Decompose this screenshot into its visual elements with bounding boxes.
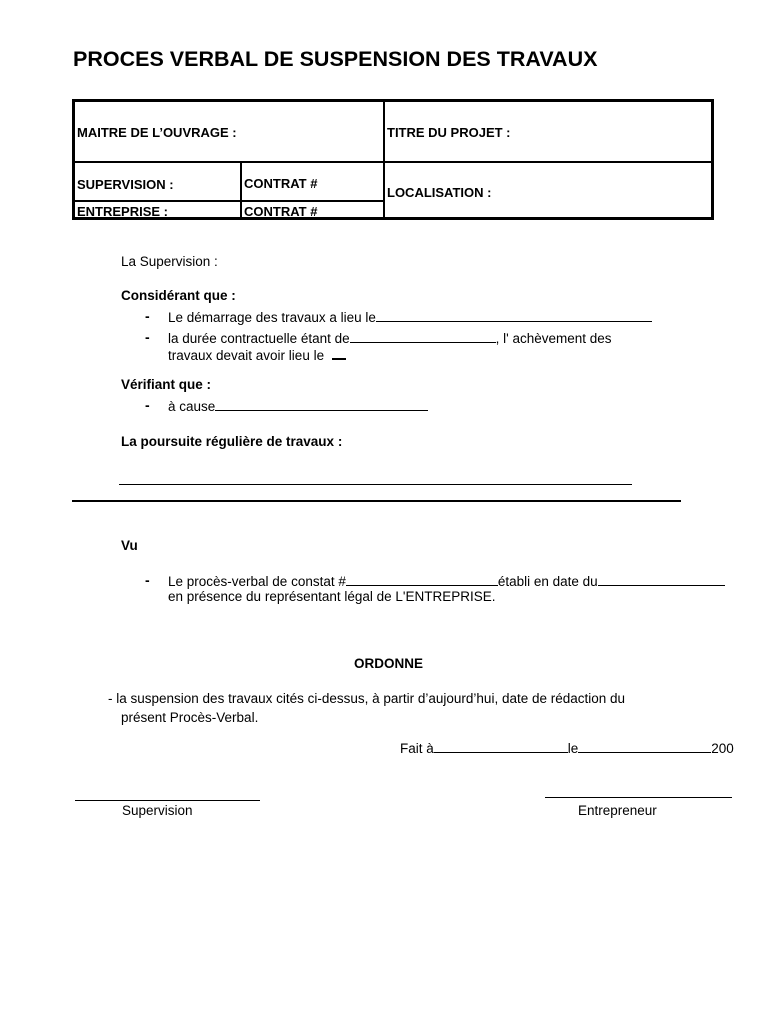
duree-blank <box>350 330 496 343</box>
titre-projet-label: TITRE DU PROJET : <box>387 125 511 140</box>
supervision-label: SUPERVISION : <box>77 177 174 192</box>
bullet-dash: - <box>145 397 150 413</box>
fait-lieu-blank <box>434 740 568 753</box>
poursuite-heading: La poursuite régulière de travaux : <box>121 434 343 449</box>
entrepreneur-signature-line <box>545 797 732 798</box>
item-cause <box>168 398 428 415</box>
item-pv-line2: en présence du représentant légal de L'ENTREPRISE. <box>168 589 496 604</box>
entreprise-label: ENTREPRISE : <box>77 204 169 219</box>
contrat-2-label: CONTRAT # <box>244 204 318 219</box>
table-row-divider <box>75 161 711 163</box>
fait-a-text: Fait à <box>400 741 434 756</box>
item-duree-suffix: , l' achèvement des <box>495 331 612 346</box>
fait-year-text: 200 <box>711 741 734 756</box>
item-duree-line2-text: travaux devait avoir lieu le <box>168 348 325 363</box>
considerant-heading: Considérant que : <box>121 288 236 303</box>
bullet-dash: - <box>145 329 150 345</box>
item-pv <box>168 573 725 590</box>
item-duree-text: la durée contractuelle étant de <box>168 331 350 346</box>
header-table <box>72 99 714 220</box>
cause-blank <box>215 398 428 411</box>
supervision-signature-label: Supervision <box>122 803 193 818</box>
fait-le-text: le <box>567 741 579 756</box>
table-divider-contract <box>240 161 242 217</box>
contrat-1-label: CONTRAT # <box>244 176 318 191</box>
item-demarrage-text: Le démarrage des travaux a lieu le <box>168 310 376 325</box>
maitre-ouvrage-label: MAITRE DE L’OUVRAGE : <box>77 125 237 140</box>
item-cause-text: à cause <box>168 399 216 414</box>
fait-line <box>400 740 734 757</box>
item-duree-line2 <box>168 346 346 364</box>
entrepreneur-signature-label: Entrepreneur <box>578 803 657 818</box>
bullet-dash: - <box>145 572 150 588</box>
localisation-label: LOCALISATION : <box>387 185 492 200</box>
table-subrow-divider <box>75 200 384 202</box>
supervision-signature-line <box>75 800 260 801</box>
ordonne-heading: ORDONNE <box>354 656 424 671</box>
bullet-dash: - <box>145 308 150 324</box>
date-demarrage-blank <box>376 309 652 322</box>
item-pv-text: Le procès-verbal de constat # <box>168 574 346 589</box>
pv-date-blank <box>598 573 725 586</box>
section-divider <box>72 500 681 502</box>
date-achevement-blank <box>332 346 346 360</box>
verifiant-heading: Vérifiant que : <box>121 377 212 392</box>
item-pv-date-text: établi en date du <box>497 574 598 589</box>
item-demarrage <box>168 309 652 326</box>
decision-line2: présent Procès-Verbal. <box>121 710 259 725</box>
document-title: PROCES VERBAL DE SUSPENSION DES TRAVAUX <box>73 47 598 71</box>
item-duree <box>168 330 612 347</box>
decision-line1: - la suspension des travaux cités ci-dessus, à partir d’aujourd’hui, date de rédaction du <box>108 691 626 706</box>
pv-number-blank <box>346 573 498 586</box>
fait-date-blank <box>578 740 711 753</box>
poursuite-blank-line <box>119 484 632 485</box>
supervision-intro: La Supervision : <box>121 254 218 269</box>
vu-heading: Vu <box>121 538 138 553</box>
